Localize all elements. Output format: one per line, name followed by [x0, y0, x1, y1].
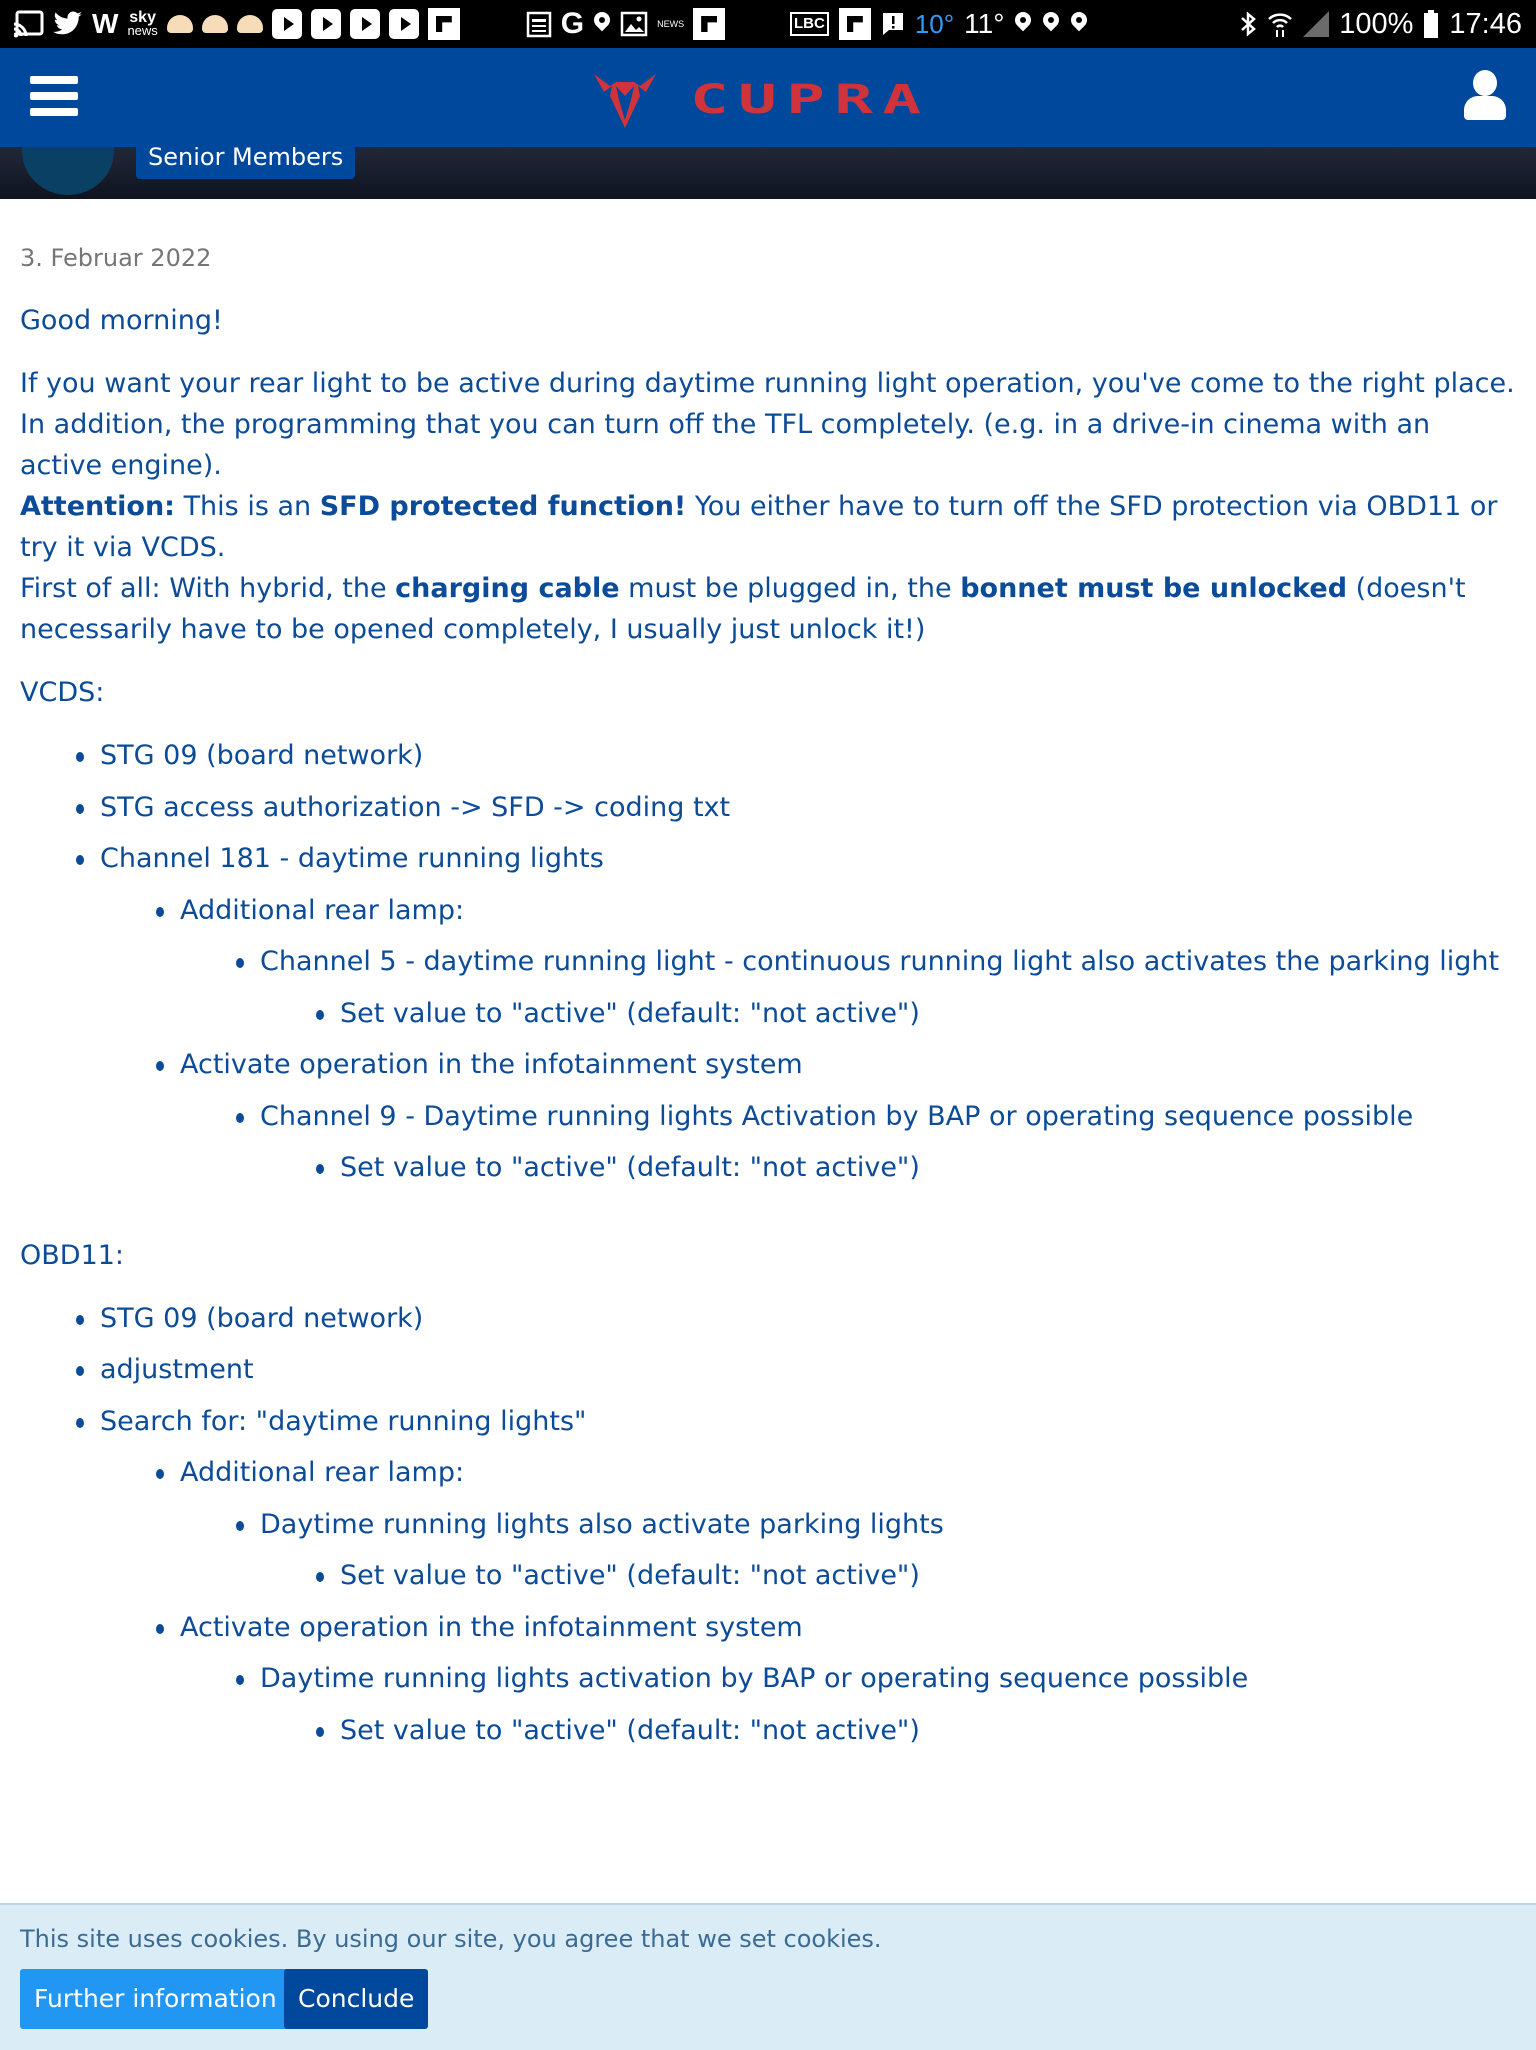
system-tray	[1239, 0, 1522, 48]
cupra-logo[interactable]	[592, 72, 931, 128]
list-item: Channel 5 - daytime running light - continuous running light also activates the parking light	[20, 941, 1520, 993]
list-item: adjustment	[20, 1349, 1520, 1401]
sky-news-top: sky	[129, 9, 156, 26]
youtube-icon	[272, 9, 302, 39]
list-item: Additional rear lamp:	[20, 890, 1520, 942]
battery-percent: 100%	[1339, 7, 1414, 40]
location-pin-icon	[1014, 12, 1032, 36]
intro-paragraph	[20, 363, 1520, 650]
wifi-icon	[1267, 10, 1293, 38]
bonnet-unlocked: bonnet must be unlocked	[960, 573, 1348, 604]
youtube-icon	[350, 9, 380, 39]
news-icon	[526, 10, 552, 38]
cookie-text: This site uses cookies. By using our site, you agree that we set cookies.	[20, 1925, 882, 1953]
profile-band	[0, 147, 1536, 199]
sky-news-bottom: news	[127, 23, 158, 38]
system-status	[790, 0, 1088, 48]
wikipedia-icon: W	[92, 8, 119, 39]
cast-icon	[14, 10, 44, 38]
vcds-list	[20, 735, 1520, 1199]
cupra-emblem-icon	[592, 72, 658, 128]
attention-label: Attention:	[20, 491, 175, 522]
rank-badge: Senior Members	[136, 147, 355, 179]
conclude-button[interactable]: Conclude	[284, 1969, 428, 2029]
youtube-icon	[311, 9, 341, 39]
list-item: Search for: "daytime running lights"	[20, 1401, 1520, 1453]
weather-temp-secondary: 11°	[964, 8, 1005, 39]
clock: 17:46	[1449, 7, 1522, 40]
sky-news-icon	[127, 11, 157, 37]
list-item: Daytime running lights activation by BAP or operating sequence possible	[20, 1658, 1520, 1710]
site-header	[0, 48, 1536, 147]
list-item: Set value to "active" (default: "not active")	[20, 1710, 1520, 1762]
bluetooth-icon	[1239, 10, 1257, 38]
list-item: STG 09 (board network)	[20, 735, 1520, 787]
list-item: Activate operation in the infotainment system	[20, 1044, 1520, 1096]
first-text-2: must be plugged in, the	[619, 573, 961, 604]
post-content	[20, 230, 1520, 1761]
list-item: Set value to "active" (default: "not active")	[20, 1147, 1520, 1199]
signal-icon	[1303, 11, 1329, 37]
list-item: STG access authorization -> SFD -> coding txt	[20, 787, 1520, 839]
list-item: Channel 9 - Daytime running lights Activation by BAP or operating sequence possible	[20, 1096, 1520, 1148]
brand-name: CUPRA	[690, 77, 931, 123]
obd11-list	[20, 1298, 1520, 1762]
first-text-3: (doesn't necessarily have to be opened completely, I usually just unlock it!)	[20, 573, 1466, 645]
cloud-icon	[237, 15, 263, 33]
attention-bold: SFD protected function!	[319, 491, 687, 522]
list-item: Daytime running lights also activate parking lights	[20, 1504, 1520, 1556]
further-information-button[interactable]: Further information	[20, 1969, 291, 2029]
location-pin-icon	[593, 12, 611, 36]
lbc-icon: LBC	[790, 12, 829, 36]
cloud-icon	[167, 15, 193, 33]
vcds-heading: VCDS:	[20, 677, 105, 708]
greeting: Good morning!	[20, 305, 223, 336]
obd11-heading: OBD11:	[20, 1239, 125, 1271]
bbc-news-icon: NEWS	[657, 19, 685, 29]
location-pin-icon	[1070, 12, 1088, 36]
weather-temp: 10°	[914, 8, 955, 39]
image-icon	[620, 11, 648, 37]
flipboard-icon	[428, 8, 460, 40]
youtube-icon	[389, 9, 419, 39]
google-icon: G	[560, 7, 585, 40]
list-item: Set value to "active" (default: "not active")	[20, 1555, 1520, 1607]
list-item: Activate operation in the infotainment system	[20, 1607, 1520, 1659]
list-item: STG 09 (board network)	[20, 1298, 1520, 1350]
location-pin-icon	[1042, 12, 1060, 36]
avatar[interactable]	[22, 147, 114, 195]
cookie-banner	[0, 1903, 1536, 2050]
list-item: Additional rear lamp:	[20, 1452, 1520, 1504]
first-text: First of all: With hybrid, the	[20, 573, 396, 604]
hamburger-icon[interactable]	[30, 76, 78, 118]
battery-icon	[1423, 10, 1439, 38]
twitter-icon	[53, 11, 83, 37]
flipboard-icon	[839, 8, 871, 40]
list-item: Set value to "active" (default: "not active")	[20, 993, 1520, 1045]
attention-text: This is an	[174, 491, 320, 522]
alert-message-icon	[881, 11, 905, 37]
notification-icons	[14, 0, 725, 48]
list-item: Channel 181 - daytime running lights	[20, 838, 1520, 890]
charging-cable: charging cable	[395, 573, 620, 604]
user-icon[interactable]	[1464, 70, 1508, 122]
status-bar	[0, 0, 1536, 48]
cloud-icon	[202, 15, 228, 33]
intro-text: If you want your rear light to be active during daytime running light operation, you've come to the right place. In addition, the programming that you can turn off the TFL completely. (e.g. in a drive-in cinema with an active engine).	[20, 368, 1515, 481]
post-date: 3. Februar 2022	[20, 244, 212, 272]
attention-text-2: You either have to turn off the SFD protection via OBD11 or try it via VCDS.	[20, 491, 1498, 563]
flipboard-icon	[693, 8, 725, 40]
